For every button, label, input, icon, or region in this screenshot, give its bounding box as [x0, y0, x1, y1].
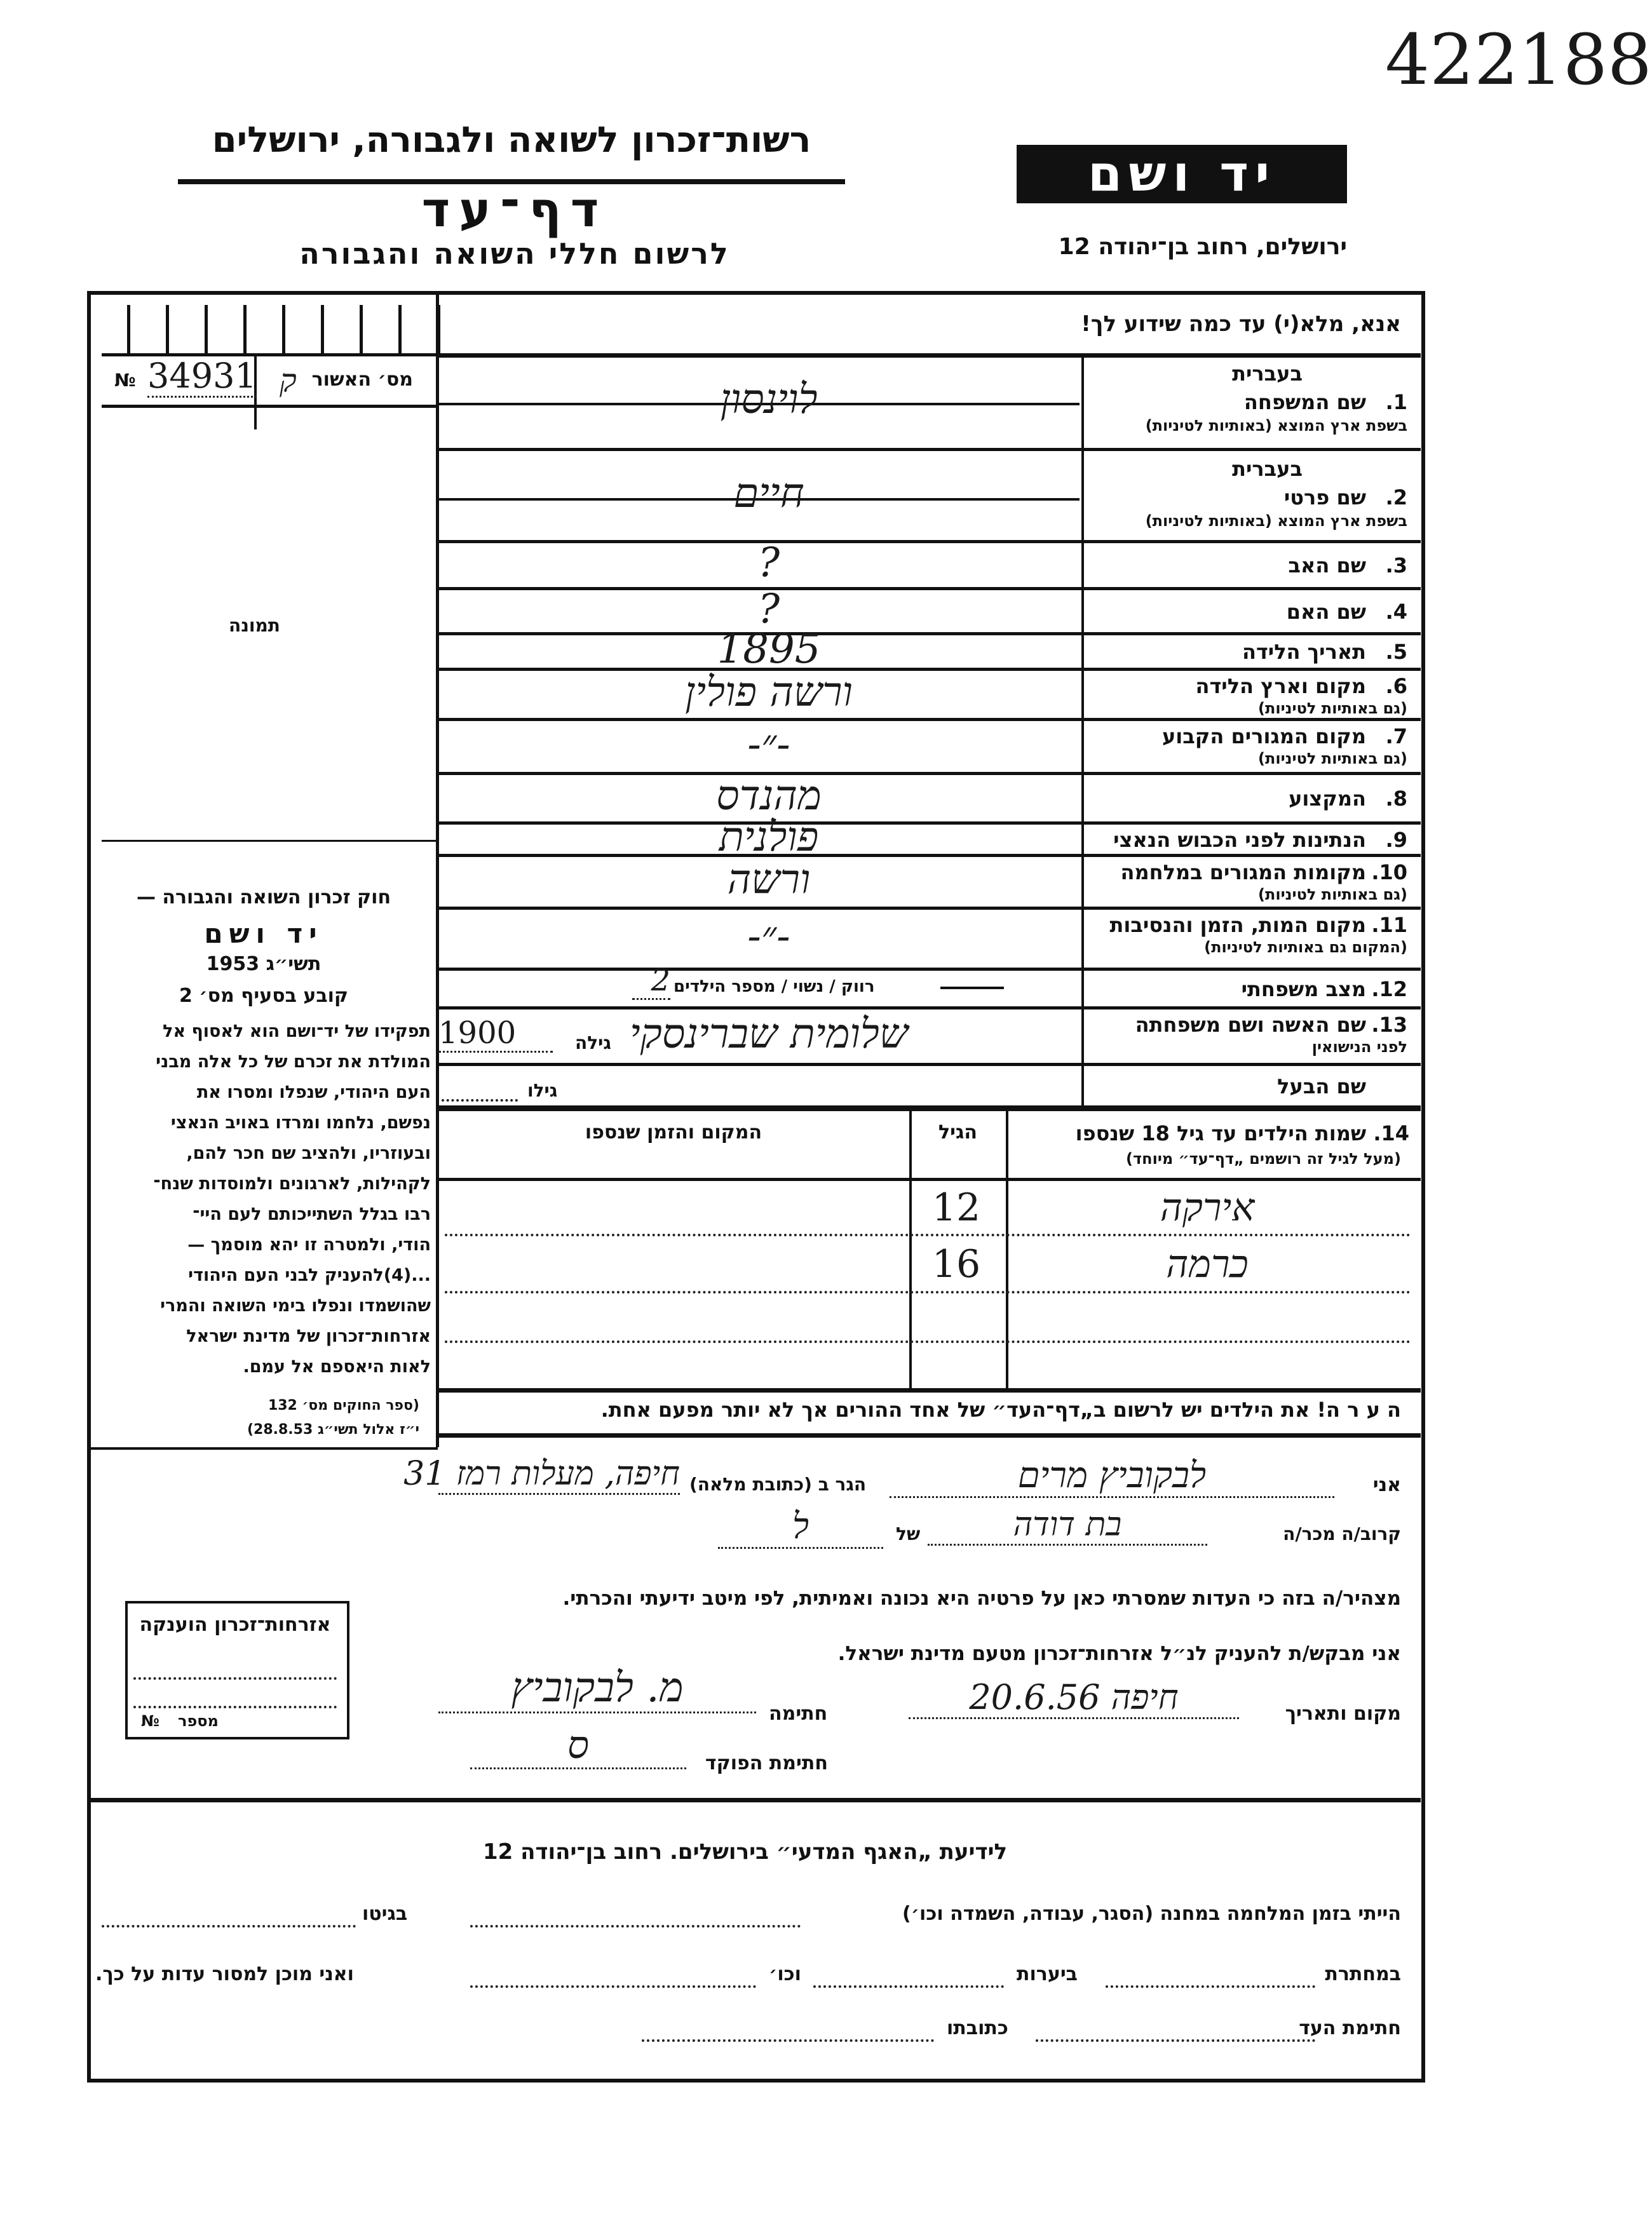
field-number: 10.: [1371, 860, 1407, 884]
field-rule: [438, 968, 1421, 971]
child-name[interactable]: אירקה: [1160, 1185, 1255, 1230]
place-date-value[interactable]: חיפה 20.6.56: [909, 1677, 1239, 1719]
citizenship-box-line: [133, 1677, 337, 1680]
field-value-13[interactable]: שלומית שברינסקי: [629, 1010, 909, 1058]
registry-number: 34931: [147, 356, 257, 398]
address-label: הגר ב (כתובת מלאה): [689, 1474, 867, 1495]
field-rule: [438, 907, 1421, 910]
footer-forests-field[interactable]: [813, 1985, 1004, 1988]
law-line: תפקידו של יד־ושם הוא לאסוף אל: [163, 1022, 431, 1041]
law-source-2: י״ז אלול תשי״ג 28.8.53): [247, 1422, 419, 1438]
registry-tick: [127, 305, 130, 353]
photo-label: תמונה: [229, 615, 280, 636]
citizenship-number-label: מספר: [178, 1712, 219, 1730]
relation-label: קרוב/ה מכר/ה: [1283, 1523, 1401, 1544]
field-label: שם הבעל: [1277, 1074, 1366, 1098]
footer-rule: [88, 1798, 1421, 1802]
field-label: שם האם: [1286, 599, 1366, 624]
child-age[interactable]: 16: [931, 1242, 981, 1286]
husband-age-field[interactable]: [442, 1099, 518, 1102]
declaration-statement: מצהיר/ה בזה כי העדות שמסרתי כאן על פרטיה היא נכונה ואמיתית, לפי מיטב ידיעתי והכרתי.: [562, 1587, 1401, 1610]
field-value-3[interactable]: ?: [757, 539, 780, 586]
field-label: שם האשה ושם משפחתה: [1135, 1013, 1366, 1037]
instruction-rule: [438, 353, 1421, 358]
footer-address-field[interactable]: [642, 2039, 934, 2042]
footer-witness-label: חתימת העד: [1299, 2017, 1401, 2039]
field-value-10[interactable]: ורשה: [727, 856, 811, 903]
left-column-end-rule: [88, 1447, 438, 1450]
children-count: 2: [632, 962, 670, 1000]
page-subtitle: לרשום חללי השואה והגבורה: [299, 236, 730, 271]
registry-bottom-rule: [102, 405, 436, 408]
footer-witness-field[interactable]: [1036, 2039, 1315, 2042]
registry-tick: [398, 305, 402, 353]
label-column-divider: [1081, 358, 1084, 1107]
registry-label: מס׳ האשור: [311, 368, 413, 391]
officer-signature-value[interactable]: ס: [470, 1723, 686, 1769]
children-title: 14. שמות הילדים עד גיל 18 שנספו: [1075, 1121, 1409, 1145]
place-date-label: מקום ותאריך: [1285, 1703, 1401, 1725]
submitter-name[interactable]: לבקוביץ מרים: [890, 1455, 1334, 1498]
field-label: מקום המגורים הקבוע: [1161, 724, 1366, 748]
note-text: ה ע ר ה! את הילדים יש לרשום ב„דף־העד״ של אחד ההורים אך לא יותר מפעם אחת.: [600, 1398, 1401, 1422]
field-number: 3.: [1385, 553, 1407, 577]
field-number: 13.: [1371, 1013, 1407, 1037]
field-label: מקום וארץ הלידה: [1195, 674, 1366, 698]
citizenship-box-title: אזרחות־זכרון הוענקה: [139, 1614, 331, 1636]
wife-age-label: גילה: [575, 1032, 611, 1053]
law-line: ...(4)להעניק לבני העם היהודי: [188, 1266, 431, 1285]
photo-rule: [102, 840, 436, 842]
field-value-2[interactable]: חיים: [733, 469, 804, 517]
field-number: 4.: [1385, 599, 1407, 624]
registry-tick: [321, 305, 324, 353]
law-line: רבו בגלל השתייכותם לעם היי־: [193, 1205, 431, 1224]
citizenship-box-line: [133, 1706, 337, 1708]
law-clause: קובע בסעיף מס׳ 2: [179, 985, 349, 1007]
law-line: הודי, ולמטרה זו יהא מוסמך —: [187, 1235, 431, 1255]
children-row-rule: [445, 1340, 1411, 1343]
registry-tick: [166, 305, 169, 353]
field-rule: [438, 1063, 1421, 1066]
footer-ghetto-field[interactable]: [102, 1925, 356, 1928]
instruction-text: אנא, מלא(י) עד כמה שידוע לך!: [1081, 311, 1401, 337]
law-line: לקהילות, לארגונים ולמוסדות שנח־: [153, 1174, 431, 1194]
field-sublabel: (גם באותיות לטיניות): [1258, 886, 1407, 903]
field-sublabel: בשפת ארץ המוצא (באותיות לטיניות): [1145, 417, 1407, 435]
children-top-rule: [438, 1107, 1421, 1111]
law-heading: חוק זכרון השואה והגבורה —: [136, 886, 391, 908]
signature-value[interactable]: מ. לבקוביץ: [438, 1664, 756, 1713]
law-year: תשי״ג 1953: [206, 953, 322, 975]
husband-age-label: גילו: [527, 1080, 558, 1101]
field-number: 9.: [1385, 827, 1407, 852]
field-number: 1.: [1385, 390, 1407, 414]
field-value-11[interactable]: -״-: [747, 913, 790, 960]
authority-name: רשות־זכרון לשואה ולגבורה, ירושלים: [212, 119, 811, 161]
footer-camp-field[interactable]: [470, 1925, 801, 1928]
declaration-request: אני מבקש/ת להעניק לנ״ל אזרחות־זכרון מטעם מדינת ישראל.: [837, 1642, 1401, 1665]
field-label: המקצוע: [1289, 787, 1366, 811]
field-number: 12.: [1371, 976, 1407, 1001]
field-value-7[interactable]: -״-: [747, 720, 790, 768]
field-number: 5.: [1385, 640, 1407, 664]
officer-signature-label: חתימת הפוקד: [705, 1752, 828, 1774]
field-value-8[interactable]: מהנדס: [716, 773, 822, 820]
relation-value[interactable]: בת דודה: [928, 1506, 1207, 1546]
field-value-1[interactable]: לוינסון: [720, 376, 818, 423]
field-sublabel: (גם באותיות לטיניות): [1258, 699, 1407, 717]
citizenship-no-sign: №: [141, 1712, 159, 1730]
field-sublabel: בשפת ארץ המוצא (באותיות לטיניות): [1145, 512, 1407, 530]
of-label: של: [896, 1523, 921, 1544]
field-label: שם פרטי: [1283, 485, 1366, 510]
law-body: [94, 1016, 431, 1382]
children-row-rule: [445, 1291, 1411, 1293]
footer-address-label: כתובתו: [947, 2017, 1008, 2039]
field-number: 7.: [1385, 724, 1407, 748]
child-age[interactable]: 12: [931, 1185, 981, 1230]
field-hebrew-label: בעברית: [1232, 361, 1303, 386]
registry-tick: [360, 305, 363, 353]
field-number: 8.: [1385, 787, 1407, 811]
children-place-header: המקום והזמן שנספו: [585, 1121, 762, 1144]
children-title-sub: (מעל לגיל זה רושמים „דף־עד״ מיוחד): [1126, 1150, 1401, 1168]
children-age-divider: [909, 1109, 912, 1388]
field-label: הנתינות לפני הכבוש הנאצי: [1113, 827, 1366, 852]
child-name[interactable]: כרמה: [1166, 1242, 1249, 1286]
registry-no-sign: №: [114, 370, 136, 391]
children-row-rule: [445, 1234, 1411, 1236]
field-value-5[interactable]: 1895: [717, 626, 821, 673]
marital-options: רווק / נשוי / מספר הילדים: [674, 977, 875, 996]
footer-ghetto-label: בגיטו: [362, 1903, 408, 1925]
registry-mark: ק: [280, 362, 297, 399]
signature-label: חתימה: [769, 1703, 828, 1725]
field-label: תאריך הלידה: [1242, 640, 1366, 664]
archive-number: 422188: [1385, 19, 1652, 100]
field-label: שם המשפחה: [1243, 390, 1366, 414]
footer-etc-label: וכו׳: [769, 1963, 801, 1985]
page-title: דף־עד: [421, 181, 608, 238]
children-header-rule: [438, 1178, 1421, 1181]
declaration-i-label: אני: [1372, 1474, 1401, 1496]
note-rule: [438, 1433, 1421, 1438]
field-number: 2.: [1385, 485, 1407, 510]
wife-age-value: 1900: [438, 1015, 553, 1053]
registry-tick: [205, 305, 208, 353]
children-name-divider: [1006, 1109, 1008, 1388]
footer-forests-label: ביערות: [1017, 1963, 1078, 1985]
footer-underground-field[interactable]: [1106, 1985, 1315, 1988]
field-sublabel: לפני הנישואין: [1311, 1038, 1407, 1056]
field-label: מקום המות, הזמן והנסיבות: [1109, 913, 1366, 937]
field-value-6[interactable]: ורשה פולין: [685, 668, 853, 716]
law-line: שהושמדו ונפלו בימי השואה והמרי: [160, 1296, 431, 1316]
law-line: אזרחות־זכרון של מדינת ישראל: [186, 1327, 431, 1346]
footer-underground-label: במחתרת: [1325, 1963, 1401, 1985]
marital-strike: [940, 987, 1004, 989]
field-rule: [438, 448, 1421, 451]
address-value[interactable]: חיפה, מעלות רמז 31: [438, 1455, 680, 1495]
registry-tick: [282, 305, 285, 353]
footer-camp-label: הייתי בזמן המלחמה במחנה (הסגר, עבודה, השמדה וכו׳): [902, 1903, 1401, 1925]
yad-vashem-logo: יד ושם: [1017, 145, 1347, 203]
children-bottom-rule: [438, 1388, 1421, 1393]
field-sublabel: (המקום גם באותיות לטיניות): [1204, 938, 1407, 956]
law-line: העם היהודי, שנפלו ומסרו את: [196, 1083, 431, 1102]
field-sublabel: (גם באותיות לטיניות): [1258, 750, 1407, 767]
registry-tick: [437, 305, 440, 353]
field-value-9[interactable]: פולנית: [719, 813, 819, 861]
law-line: ובעוזריו, ולהציב שם חכר להם,: [186, 1144, 431, 1163]
footer-willing-text: ואני מוכן למסור עדות על כך.: [95, 1963, 354, 1985]
field-value-4[interactable]: ?: [757, 585, 780, 633]
header-address: ירושלים, רחוב בן־יהודה 12: [1058, 234, 1347, 260]
footer-etc-field[interactable]: [470, 1985, 756, 1988]
children-age-header: הגיל: [938, 1121, 977, 1144]
field-number: 11.: [1371, 913, 1407, 937]
field-number: 6.: [1385, 674, 1407, 698]
field-label: מקומות המגורים במלחמה: [1120, 860, 1366, 884]
footer-title: לידיעת „האגף המדעי״ בירושלים. רחוב בן־יהודה 12: [483, 1839, 1008, 1865]
field-label: שם האב: [1288, 553, 1366, 577]
field-hebrew-label: בעברית: [1232, 457, 1303, 481]
law-line: המולדת את זכרם של כל אלה מבני: [156, 1052, 431, 1072]
field-label: מצב משפחתי: [1241, 976, 1366, 1001]
of-value[interactable]: ל: [718, 1506, 883, 1549]
law-source-1: (ספר החוקים מס׳ 132: [267, 1398, 419, 1414]
law-line: לאות היאספם אל עמם.: [243, 1357, 431, 1377]
registry-tick: [243, 305, 247, 353]
field-rule: [438, 1006, 1421, 1009]
law-name: יד ושם: [204, 918, 323, 949]
law-line: נפשם, נלחמו ומרדו באויב הנאצי: [170, 1113, 431, 1133]
left-column-divider: [436, 291, 439, 1447]
